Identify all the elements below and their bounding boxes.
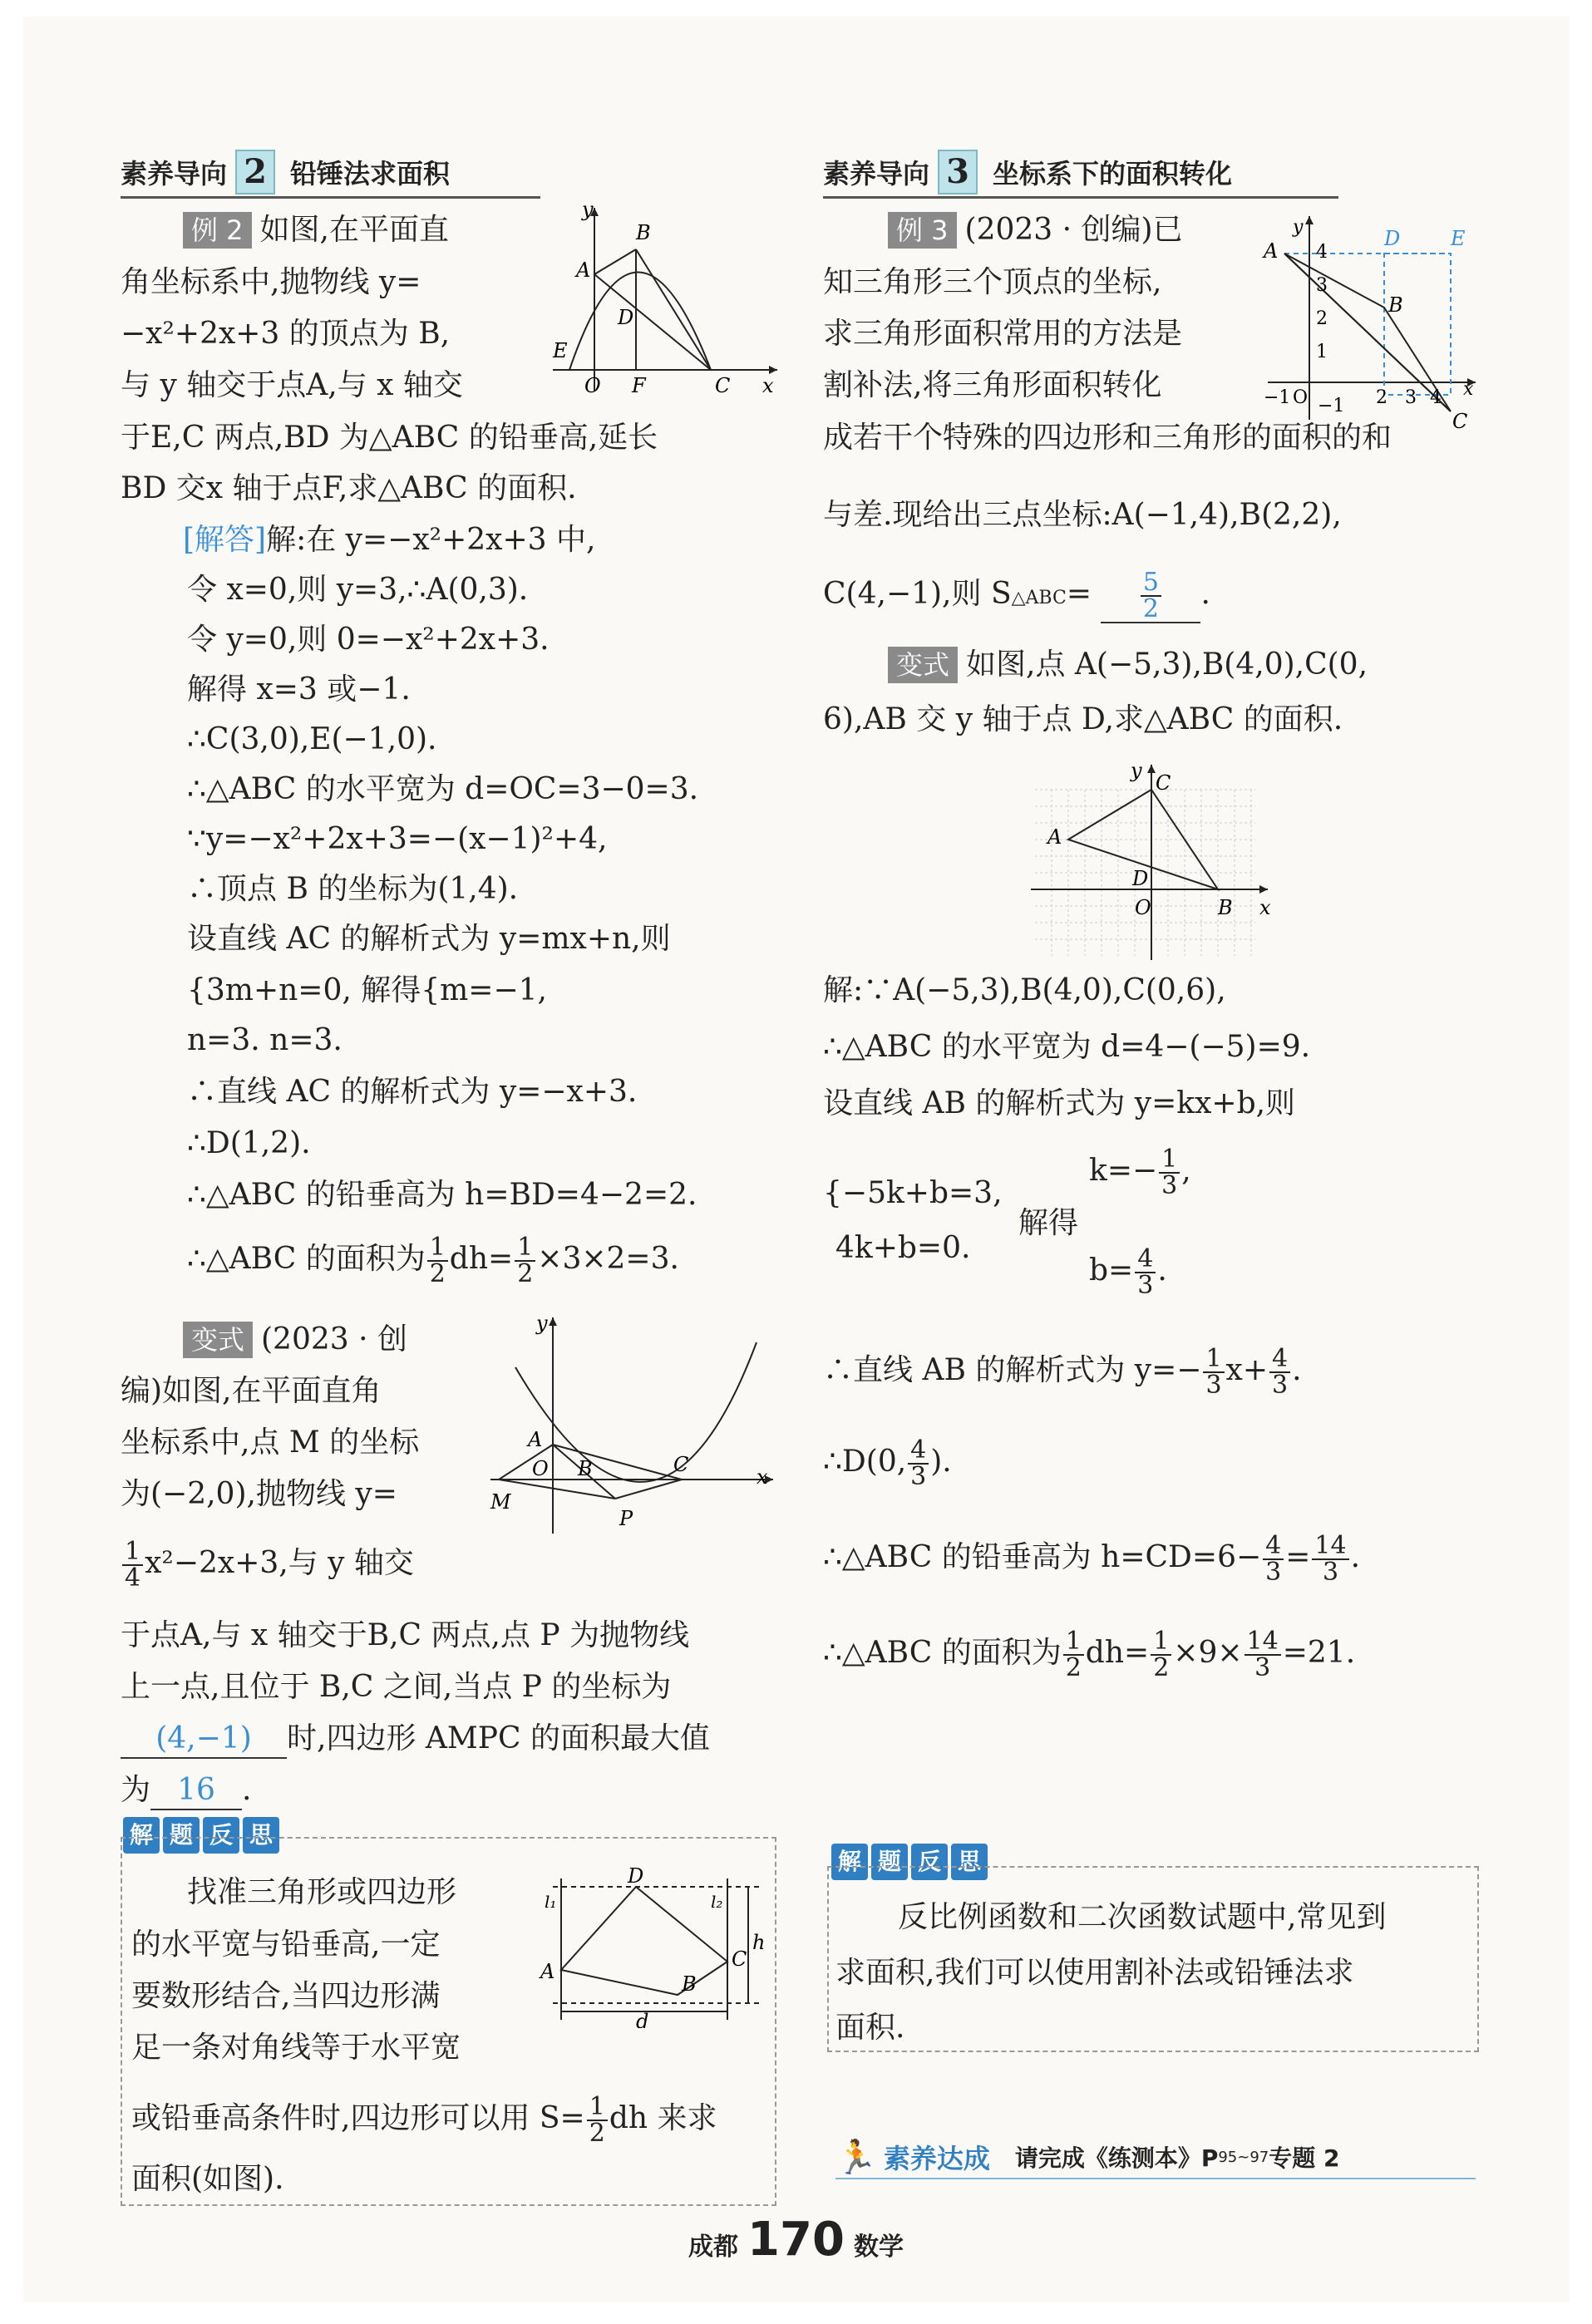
var-r-line-0: 变式 如图,点 A(−5,3),B(4,0),C(0, [888,647,1368,683]
system-eq-2: 4k+b=0. [835,1231,971,1265]
var-l-line-7: (4,−1) 时,四边形 AMPC 的面积最大值 [121,1721,710,1759]
var-r-sol-2: 设直线 AB 的解析式为 y=kx+b,则 [823,1086,1296,1120]
var-l-line-6: 上一点,且位于 B,C 之间,当点 P 的坐标为 [121,1670,672,1704]
svg-text:E: E [553,339,568,362]
ex2-sol-12: ∴D(1,2). [187,1126,311,1160]
ex3-line-0: 例 3 (2023 · 创编)已 [888,212,1183,249]
reflection-badge-left: 解 题 反 思 [123,1817,283,1854]
svg-text:C: C [1156,771,1171,795]
var-l-line-8: 为 16 . [121,1772,251,1810]
refl-l-1: 的水平宽与铅垂高,一定 [131,1928,441,1962]
var-r-sol-1: ∴△ABC 的水平宽为 d=4−(−5)=9. [823,1030,1311,1064]
answer-area-num: 5 [1141,570,1161,597]
reflection-badge-right: 解 题 反 思 [831,1844,991,1880]
ex2-sol-7: ∴顶点 B 的坐标为(1,4). [187,872,519,906]
area-result: ∴△ABC 的面积为 $\frac{1}{2}$ dh= $\frac{1}{2}$ ×9× $\frac{14}{3}$ =21. [823,1627,1356,1682]
section-header-2 [121,148,540,199]
svg-text:O: O [1135,896,1151,919]
section-title: 素养导向 [121,158,228,190]
svg-text:B: B [636,221,651,244]
svg-text:O: O [584,374,601,397]
section-subtitle: 铅锤法求面积 [290,158,451,190]
page-footer: 成都 170 数学 [688,2213,904,2267]
ex2-line-5: BD 交x 轴于点F,求△ABC 的面积. [121,471,577,505]
line-ab: ∴直线 AB 的解析式为 y=− $\frac{1}{3}$ x+ $\frac{4}{3}$ . [823,1344,1302,1400]
ex2-sol-2: 令 y=0,则 0=−x²+2x+3. [187,623,550,657]
svg-text:1: 1 [1316,342,1328,362]
refl-l-2: 要数形结合,当四边形满 [131,1979,441,2013]
svg-text:3: 3 [1316,275,1328,296]
svg-text:x: x [1463,379,1474,400]
height-cd: ∴△ABC 的铅垂高为 h=CD=6− $\frac{4}{3}$ = $\frac{14}{3}$ . [823,1531,1361,1587]
ex3-line-5: 与差.现给出三点坐标:A(−1,4),B(2,2), [823,498,1342,532]
answer-area-den: 2 [1142,594,1159,623]
svg-text:E: E [1451,227,1466,250]
svg-text:3: 3 [1405,387,1417,408]
svg-text:−1: −1 [1264,387,1291,408]
ex2-line-0: 例 2 如图,在平面直 [183,212,449,249]
var-left-figure [482,1309,781,1542]
var-l-line-5: 于点A,与 x 轴交于B,C 两点,点 P 为抛物线 [121,1618,690,1652]
svg-text:B: B [578,1457,593,1480]
refl-r-1: 求面积,我们可以使用割补法或铅锤法求 [835,1956,1354,1990]
variant-tag: 变式 [888,647,958,683]
svg-text:x: x [757,1465,768,1489]
svg-text:d: d [636,2010,649,2028]
svg-text:l₁: l₁ [545,1892,557,1912]
section-number: 3 [938,150,978,194]
svg-text:2: 2 [1316,308,1328,329]
ex2-sol-13: ∴△ABC 的铅垂高为 h=BD=4−2=2. [187,1178,697,1212]
ex2-line-1: 角坐标系中,抛物线 y= [121,265,421,299]
ex2-sol-3: 解得 x=3 或−1. [187,672,411,707]
svg-text:D: D [1384,227,1401,250]
ex2-sol-10: n=3. n=3. [187,1023,343,1057]
system-eq-1: {−5k+b=3, [823,1176,1003,1210]
svg-text:C: C [732,1947,747,1971]
refl-r-2: 面积. [835,2011,905,2045]
banner-brand: 素养达成 [883,2143,990,2174]
section-number: 2 [235,150,275,194]
runner-icon: 🏃 [835,2138,877,2177]
achievement-banner: 🏃 素养达成 请完成《练测本》P 95~97 专题 2 [835,2136,1476,2179]
svg-text:4: 4 [1316,242,1328,263]
svg-text:h: h [752,1931,766,1954]
svg-text:A: A [540,1960,555,1983]
section-header-3 [823,148,1338,199]
svg-text:D: D [1132,867,1149,890]
svg-text:C: C [673,1453,689,1476]
ex2-sol-6: ∵y=−x²+2x+3=−(x−1)²+4, [187,822,608,856]
solve-label: 解得 [1018,1206,1079,1240]
var-l-line-4: $\frac{1}{4}$ x²−2x+3,与 y 轴交 [121,1539,414,1591]
svg-text:x: x [762,374,774,397]
svg-text:A: A [576,258,591,282]
ex2-line-2: −x²+2x+3 的顶点为 B, [121,317,451,351]
section-title: 素养导向 [823,158,930,190]
ex2-sol-11: ∴直线 AC 的解析式为 y=−x+3. [187,1075,638,1109]
section-subtitle: 坐标系下的面积转化 [993,158,1233,190]
svg-text:B: B [1388,293,1403,317]
refl-l-3: 足一条对角线等于水平宽 [131,2031,461,2065]
quad-figure [536,1862,773,2028]
variant-tag: 变式 [183,1322,253,1358]
svg-text:B: B [682,1972,697,1996]
svg-text:y: y [536,1312,548,1335]
svg-text:−1: −1 [1318,396,1345,416]
svg-text:P: P [619,1507,633,1530]
ex2-sol-9: {3m+n=0, 解得{m=−1, [187,973,547,1007]
svg-text:y: y [1293,217,1304,238]
k-value: k=− $\frac{1}{3}$ , [1089,1145,1191,1200]
svg-text:D: D [628,1864,644,1888]
ex3-line-1: 知三角形三个顶点的坐标, [823,265,1162,299]
var-l-line-3: 为(−2,0),抛物线 y= [121,1477,397,1511]
banner-text: 请完成《练测本》P [1014,2144,1219,2172]
ex3-line-2: 求三角形面积常用的方法是 [823,317,1183,351]
svg-text:O: O [1293,387,1309,408]
var-l-line-0: 变式 (2023 · 创 [183,1322,407,1358]
ex2-figure [545,199,786,399]
answer-max-area: 16 [150,1772,242,1810]
var-right-figure [1027,761,1276,964]
svg-text:y: y [1131,761,1142,782]
svg-text:2: 2 [1376,387,1387,408]
refl-l-5: 面积(如图). [131,2162,284,2196]
ex2-sol-1: 令 x=0,则 y=3,∴A(0,3). [187,573,529,607]
ex2-sol-4: ∴C(3,0),E(−1,0). [187,722,437,756]
ex2-sol-8: 设直线 AC 的解析式为 y=mx+n,则 [187,922,671,956]
svg-text:C: C [1452,410,1468,432]
ex2-sol-5: ∴△ABC 的水平宽为 d=OC=3−0=3. [187,772,699,806]
svg-text:O: O [532,1457,549,1480]
svg-text:4: 4 [1430,387,1442,408]
answer-p-coords: (4,−1) [121,1721,287,1759]
var-r-line-1: 6),AB 交 y 轴于点 D,求△ABC 的面积. [823,702,1343,736]
svg-text:l₂: l₂ [711,1892,723,1912]
example-tag: 例 3 [888,212,957,249]
refl-l-4: 或铅垂高条件时,四边形可以用 S= $\frac{1}{2}$ dh 来求 [131,2092,717,2148]
b-value: b= $\frac{4}{3}$ . [1089,1244,1167,1300]
ex2-area: ∴△ABC 的面积为 $\frac{1}{2}$ dh= $\frac{1}{2}$ ×3×2=3. [187,1233,679,1288]
svg-text:x: x [1259,896,1271,919]
ex3-line-6: C(4,−1),则 S△ABC= $\frac{5}{2}$ . [823,568,1210,623]
ex2-line-4: 于E,C 两点,BD 为△ABC 的铅垂高,延长 [121,421,658,455]
svg-text:C: C [715,374,731,397]
refl-r-0: 反比例函数和二次函数试题中,常见到 [898,1900,1387,1934]
ex2-line-3: 与 y 轴交于点A,与 x 轴交 [121,368,463,402]
var-l-line-2: 坐标系中,点 M 的坐标 [121,1425,420,1460]
svg-text:F: F [632,374,646,397]
page-number: 170 [747,2213,845,2267]
ex3-line-4: 成若干个特殊的四边形和三角形的面积的和 [823,421,1392,455]
ex3-line-3: 割补法,将三角形面积转化 [823,368,1162,402]
var-r-sol-0: 解:∵A(−5,3),B(4,0),C(0,6), [823,973,1226,1007]
svg-text:B: B [1218,896,1233,919]
var-l-line-1: 编)如图,在平面直角 [121,1374,382,1408]
svg-text:y: y [582,199,594,221]
svg-text:M: M [490,1490,511,1514]
svg-text:A: A [1264,239,1279,263]
example-tag: 例 2 [183,212,252,249]
svg-text:A: A [1047,825,1062,849]
svg-text:D: D [618,306,634,329]
point-d: ∴D(0, $\frac{4}{3}$ ). [823,1435,952,1491]
svg-text:A: A [528,1428,543,1451]
refl-l-0: 找准三角形或四边形 [187,1875,457,1909]
ex2-sol-0: [解答]解:在 y=−x²+2x+3 中, [183,523,596,557]
ex3-figure [1259,208,1484,432]
